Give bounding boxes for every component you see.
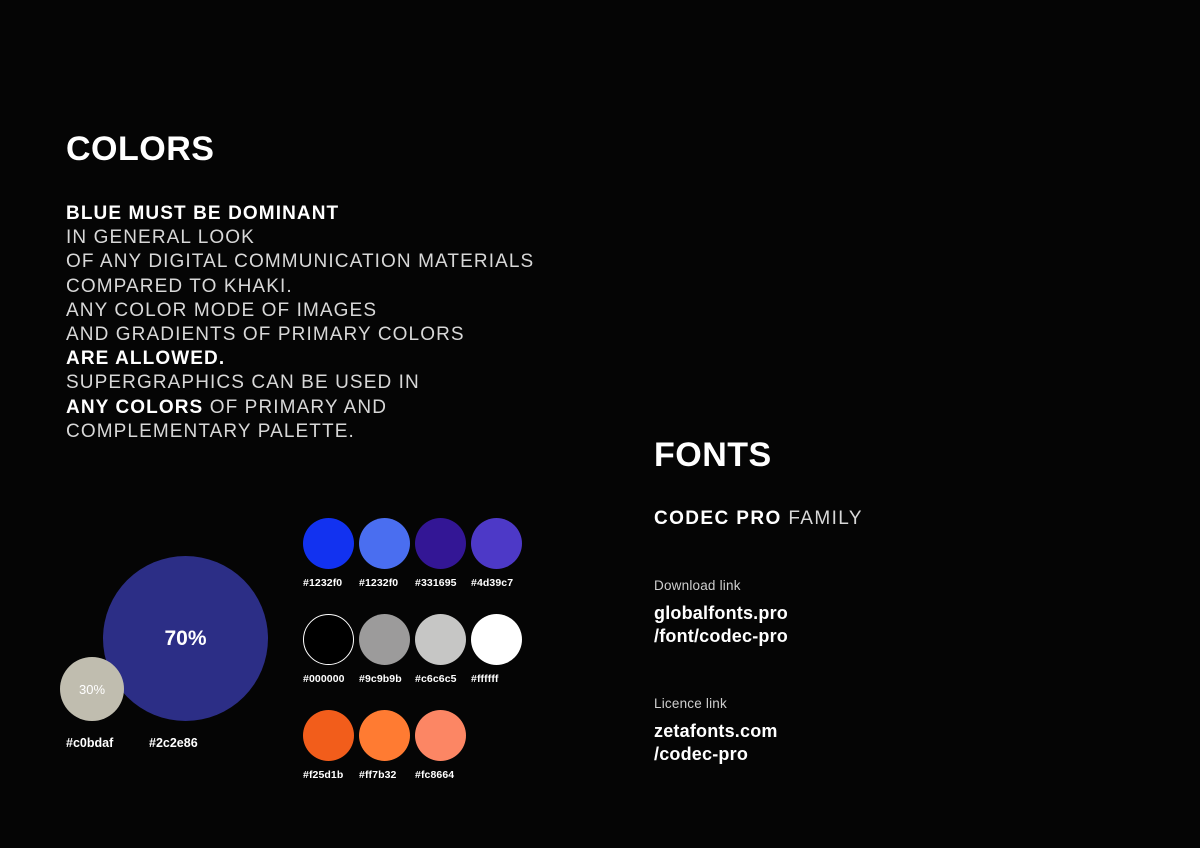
download-link-url-line1: globalfonts.pro — [654, 603, 788, 623]
swatch — [359, 614, 410, 685]
color-swatch-grid — [303, 518, 553, 806]
swatch-dot — [359, 710, 410, 761]
proportion-secondary-hex: #c0bdaf — [66, 736, 114, 750]
swatch-hex: #331695 — [415, 577, 457, 589]
download-link-group — [654, 578, 1114, 648]
swatch — [471, 518, 522, 589]
swatch — [303, 614, 354, 685]
colors-line-1: BLUE MUST BE DOMINANT — [66, 203, 340, 224]
colors-line-5: ANY COLOR MODE OF IMAGES — [66, 299, 378, 321]
proportion-circle-secondary — [60, 657, 124, 721]
swatch-dot — [359, 614, 410, 665]
colors-line-9 — [66, 396, 586, 420]
swatch — [415, 710, 466, 781]
fonts-section — [654, 438, 1114, 766]
swatch-hex: #ff7b32 — [359, 769, 397, 781]
color-proportion-diagram — [60, 556, 290, 766]
colors-line-4: COMPARED TO KHAKI. — [66, 275, 293, 297]
licence-link-url-line2: /codec-pro — [654, 744, 749, 764]
swatch-dot — [303, 710, 354, 761]
colors-line-8: SUPERGRAPHICS CAN BE USED IN — [66, 372, 420, 394]
colors-line-9-rest: OF PRIMARY AND — [203, 396, 388, 418]
swatch-dot — [303, 614, 354, 665]
colors-line-2: IN GENERAL LOOK — [66, 227, 255, 249]
swatch — [303, 710, 354, 781]
swatch-hex: #4d39c7 — [471, 577, 514, 589]
fonts-title: FONTS — [654, 436, 772, 474]
font-family-suffix: FAMILY — [781, 508, 863, 529]
colors-line-10: COMPLEMENTARY PALETTE. — [66, 420, 355, 442]
licence-link-url[interactable] — [654, 720, 1114, 766]
colors-section — [66, 132, 586, 444]
colors-line-9-emphasis: ANY COLORS — [66, 396, 204, 418]
licence-link-group — [654, 696, 1114, 766]
swatch-hex: #1232f0 — [359, 577, 399, 589]
swatch — [303, 518, 354, 589]
swatch-hex: #9c9b9b — [359, 673, 402, 685]
swatch-hex: #000000 — [303, 673, 345, 685]
swatch — [471, 614, 522, 685]
swatch-dot — [471, 518, 522, 569]
licence-link-url-line1: zetafonts.com — [654, 721, 778, 741]
swatch — [415, 614, 466, 685]
swatch-row-neutrals — [303, 614, 553, 685]
swatch — [359, 710, 410, 781]
swatch-row-oranges — [303, 710, 553, 781]
font-family-name: CODEC PRO — [654, 508, 782, 529]
colors-line-6: AND GRADIENTS OF PRIMARY COLORS — [66, 324, 465, 346]
swatch-dot — [303, 518, 354, 569]
swatch — [415, 518, 466, 589]
licence-link-label: Licence link — [654, 696, 727, 711]
proportion-primary-percent: 70% — [164, 626, 207, 650]
proportion-secondary-percent: 30% — [78, 681, 106, 697]
swatch-dot — [415, 518, 466, 569]
colors-title: COLORS — [66, 130, 215, 168]
font-family-line — [654, 508, 1114, 530]
download-link-url[interactable] — [654, 602, 1114, 648]
swatch-hex: #1232f0 — [303, 577, 343, 589]
swatch-dot — [415, 614, 466, 665]
swatch-hex: #c6c6c5 — [415, 673, 457, 685]
swatch-dot — [415, 710, 466, 761]
proportion-circle-primary — [103, 556, 268, 721]
proportion-primary-hex: #2c2e86 — [149, 736, 198, 750]
colors-line-7: ARE ALLOWED. — [66, 348, 226, 370]
colors-line-3: OF ANY DIGITAL COMMUNICATION MATERIALS — [66, 251, 535, 273]
download-link-url-line2: /font/codec-pro — [654, 626, 788, 646]
swatch — [359, 518, 410, 589]
swatch-dot — [359, 518, 410, 569]
swatch-dot — [471, 614, 522, 665]
swatch-hex: #f25d1b — [303, 769, 344, 781]
swatch-hex: #fc8664 — [415, 769, 455, 781]
swatch-hex: #ffffff — [471, 673, 499, 685]
colors-paragraph — [66, 202, 586, 444]
download-link-label: Download link — [654, 578, 741, 593]
swatch-row-blues — [303, 518, 553, 589]
